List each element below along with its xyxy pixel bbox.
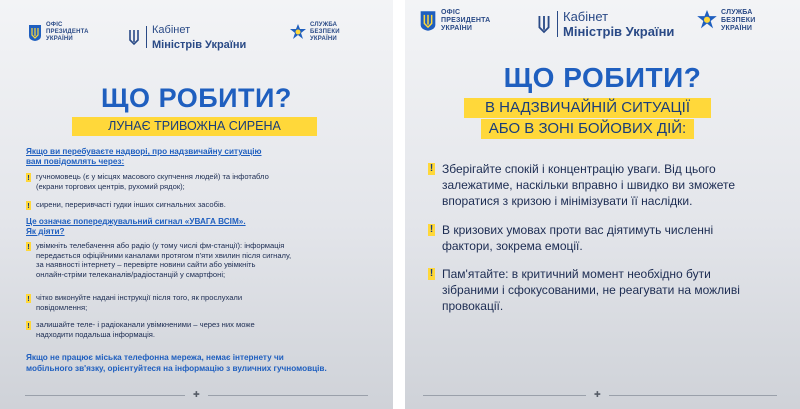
cabinet-logo	[536, 9, 674, 39]
cross-icon: ✚	[594, 390, 601, 399]
list-item-text: гучномовець (є у місцях масового скупчення людей) та інфотабло (екрани торгових центрів, рухомий рядок);	[36, 172, 269, 191]
list-item	[428, 266, 792, 314]
trident-icon	[536, 13, 552, 35]
divider	[557, 11, 558, 37]
president-office-name: ОФІС ПРЕЗИДЕНТА УКРАЇНИ	[441, 9, 491, 32]
list-item	[26, 200, 376, 210]
sbu-emblem-icon	[697, 10, 717, 32]
list-item-text: залишайте теле- і радіоканали увімкненими – через них може надходити подальша інформація.	[36, 320, 255, 339]
exclamation-icon: !	[429, 268, 434, 279]
divider	[146, 26, 147, 48]
list-item	[428, 161, 792, 209]
exclamation-icon: !	[27, 294, 30, 303]
cabinet-line2: Міністрів України	[563, 24, 675, 39]
list-item-text: В кризових умовах проти вас діятимуть численні фактори, зокрема емоції.	[442, 223, 714, 253]
sbu-name: СЛУЖБА БЕЗПЕКИ УКРАЇНИ	[310, 22, 340, 42]
sbu-emblem-icon	[290, 24, 306, 42]
list-item-text: Пам'ятайте: в критичний момент необхідно бути зібраними і сфокусованими, не реагувати на можливі провокації.	[442, 267, 740, 313]
logo-bar	[405, 0, 800, 60]
right-panel	[405, 0, 800, 409]
president-office-logo	[419, 9, 490, 33]
exclamation-icon: !	[27, 201, 30, 210]
divider	[423, 395, 586, 396]
cabinet-line2: Міністрів України	[152, 39, 247, 51]
divider	[609, 395, 777, 396]
left-panel	[0, 0, 393, 409]
exclamation-icon: !	[27, 173, 30, 182]
cabinet-line1: Кабінет	[563, 9, 609, 24]
cabinet-name	[563, 9, 674, 39]
footnote: Якщо не працює міська телефонна мережа, немає інтернету чи мобільного зв'язку, орієнтуйтеся на інформацію з вуличних гучномовців.	[26, 353, 327, 373]
list-item-text: увімкніть телебачення або радіо (у тому числі фм-станції): інформація передається офіційними каналами протягом п'яти хвилин після сигналу, за наявності інтернету – перевірте новини сайти або увімкніть онлайн-стріми телеканалів/радіостанцій у смартфоні;	[36, 241, 292, 279]
subtitle-highlight: ЛУНАЄ ТРИВОЖНА СИРЕНА	[72, 117, 317, 136]
cabinet-logo	[127, 22, 246, 52]
list-item-text: чітко виконуйте надані інструкції після того, як прослухали повідомлення;	[36, 293, 243, 312]
footer-ornament	[405, 391, 800, 399]
sbu-logo	[290, 22, 340, 43]
exclamation-icon: !	[429, 224, 434, 235]
page-title: ЩО РОБИТИ?	[101, 83, 292, 113]
exclamation-icon: !	[27, 321, 30, 330]
trident-icon	[28, 24, 42, 42]
list-item	[26, 293, 381, 312]
list-item	[26, 320, 381, 339]
list-item-text: Зберігайте спокій і концентрацію уваги. Від цього залежатиме, наскільки вправно і швидко ви зможете впоратися з кризою і мінімізувати її наслідки.	[442, 162, 736, 208]
list-item	[26, 241, 381, 279]
sbu-name: СЛУЖБА БЕЗПЕКИ УКРАЇНИ	[721, 9, 756, 32]
logo-bar	[0, 0, 393, 60]
president-office-name: ОФІС ПРЕЗИДЕНТА УКРАЇНИ	[46, 22, 89, 42]
cabinet-line1: Кабінет	[152, 24, 191, 36]
list-item	[26, 172, 376, 191]
trident-icon	[127, 28, 141, 46]
cross-icon: ✚	[193, 390, 200, 399]
page-title: ЩО РОБИТИ?	[503, 62, 702, 93]
sbu-logo	[697, 9, 756, 33]
list-item	[428, 222, 792, 254]
exclamation-icon: !	[429, 163, 434, 174]
question-how-to-act: Це означає попереджувальний сигнал «УВАГА ВСІМ». Як діяти?	[26, 217, 246, 236]
subtitle-highlight-line2: АБО В ЗОНІ БОЙОВИХ ДІЙ:	[481, 119, 694, 139]
divider	[25, 395, 185, 396]
exclamation-icon: !	[27, 242, 30, 251]
question-outdoors: Якщо ви перебуваєте надворі, про надзвичайну ситуацію вам повідомлять через:	[26, 147, 262, 166]
subtitle-highlight-line1: В НАДЗВИЧАЙНІЙ СИТУАЦІЇ	[464, 98, 711, 118]
divider	[208, 395, 368, 396]
trident-icon	[419, 10, 437, 32]
president-office-logo	[28, 22, 89, 43]
cabinet-name	[152, 22, 246, 52]
list-item-text: сирени, переривчасті гудки інших сигнальних засобів.	[36, 200, 226, 209]
footer-ornament	[0, 391, 393, 399]
